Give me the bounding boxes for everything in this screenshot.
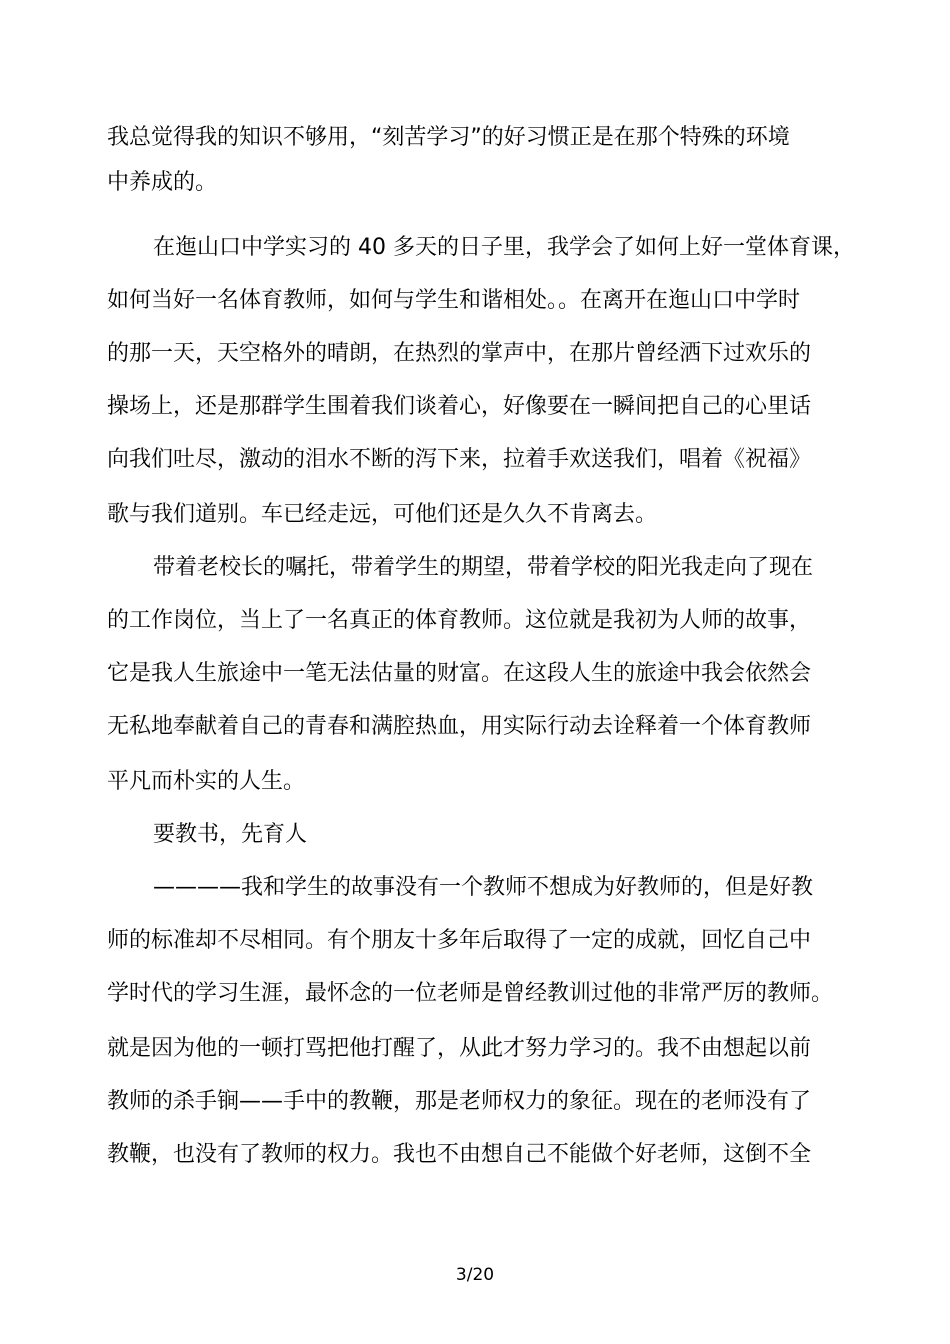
text-line-11: 它是我人生旅途中一笔无法估量的财富。在这段人生的旅途中我会依然会: [107, 661, 812, 686]
page-number: 3/20: [455, 1265, 495, 1285]
text-line-12: 无私地奉献着自己的青春和满腔热血，用实际行动去诠释着一个体育教师: [107, 714, 812, 739]
text-line-18: 就是因为他的一顿打骂把他打醒了，从此才努力学习的。我不由想起以前: [107, 1036, 812, 1061]
text-line-7: 向我们吐尽，激动的泪水不断的泻下来，拉着手欢送我们，唱着《祝福》: [107, 447, 812, 472]
text-line-15: ————我和学生的故事没有一个教师不想成为好教师的，但是好教: [153, 875, 814, 900]
text-line-9: 带着老校长的嘱托，带着学生的期望，带着学校的阳光我走向了现在: [153, 555, 814, 580]
text-line-6: 操场上，还是那群学生围着我们谈着心，好像要在一瞬间把自己的心里话: [107, 394, 812, 419]
text-line-20: 教鞭，也没有了教师的权力。我也不由想自己不能做个好老师，这倒不全: [107, 1142, 812, 1167]
text-line-17: 学时代的学习生涯，最怀念的一位老师是曾经教训过他的非常严厉的教师。: [107, 981, 834, 1006]
text-line-2: 中养成的。: [107, 170, 218, 195]
text-line-19: 教师的杀手锏——手中的教鞭，那是老师权力的象征。现在的老师没有了: [107, 1089, 812, 1114]
section-heading: 要教书，先育人: [153, 822, 308, 847]
text-line-13: 平凡而朴实的人生。: [107, 769, 306, 794]
text-line-3: 在迤山口中学实习的 40 多天的日子里，我学会了如何上好一堂体育课，: [153, 235, 855, 260]
text-line-16: 师的标准却不尽相同。有个朋友十多年后取得了一定的成就，回忆自己中: [107, 928, 812, 953]
text-line-8: 歌与我们道别。车已经走远，可他们还是久久不肯离去。: [107, 502, 658, 527]
text-line-4: 如何当好一名体育教师，如何与学生和谐相处。。在离开在迤山口中学时: [107, 288, 801, 313]
text-line-5: 的那一天，天空格外的晴朗，在热烈的掌声中，在那片曾经洒下过欢乐的: [107, 341, 812, 366]
text-line-1: 我总觉得我的知识不够用，“刻苦学习”的好习惯正是在那个特殊的环境: [107, 125, 790, 150]
text-line-10: 的工作岗位，当上了一名真正的体育教师。这位就是我初为人师的故事，: [107, 608, 812, 633]
